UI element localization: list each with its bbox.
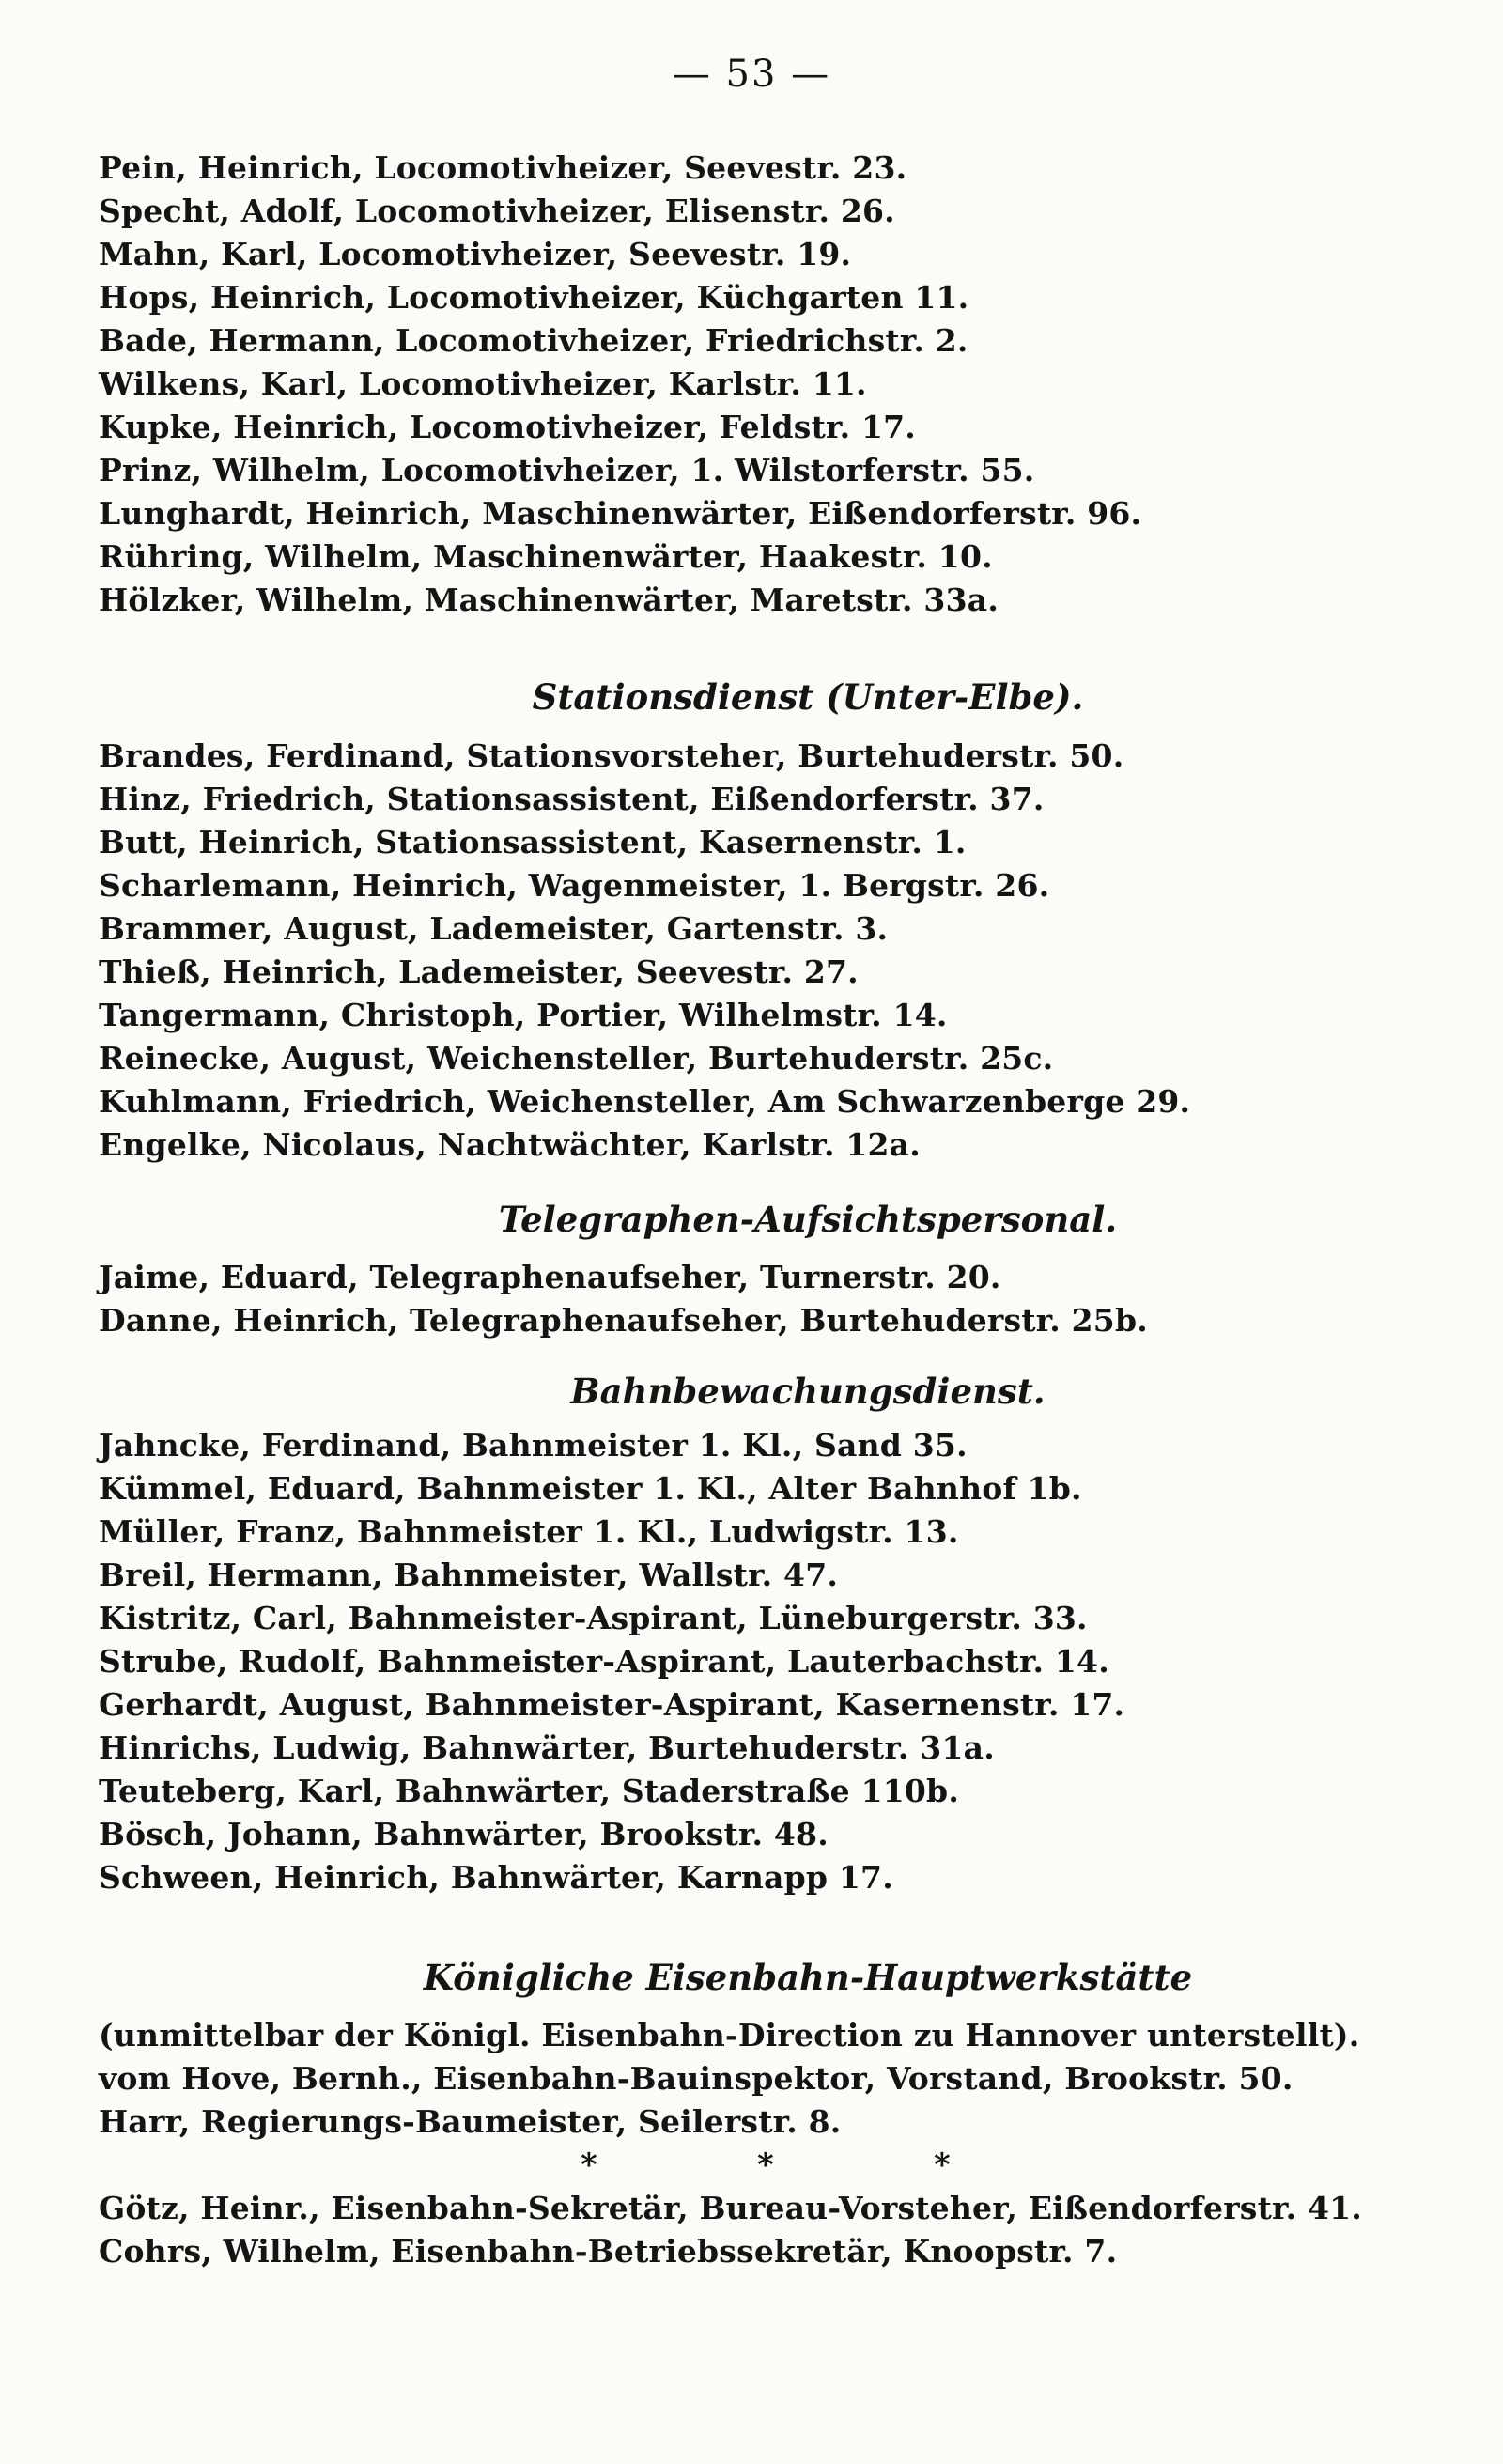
separator-star: * (581, 2146, 597, 2184)
directory-entry: Danne, Heinrich, Telegraphenaufseher, Burtehuderstr. 25b. (99, 1302, 1148, 1339)
directory-entry: Reinecke, August, Weichensteller, Burtehuderstr. 25c. (99, 1040, 1054, 1077)
telegraph-staff-list (99, 1256, 1433, 1342)
directory-entry: Wilkens, Karl, Locomotivheizer, Karlstr. 11. (99, 365, 867, 402)
directory-entry: Mahn, Karl, Locomotivheizer, Seevestr. 19. (99, 236, 852, 272)
separator-star: * (757, 2146, 774, 2184)
heading-main-workshop: Königliche Eisenbahn-Hauptwerkstätte (423, 1957, 1193, 1998)
directory-entry: Teuteberg, Karl, Bahnwärter, Staderstraße 110b. (99, 1773, 960, 1809)
directory-entry: Specht, Adolf, Locomotivheizer, Elisenstr. 26. (99, 193, 895, 229)
directory-entry: Harr, Regierungs-Baumeister, Seilerstr. 8. (99, 2103, 842, 2140)
directory-entry: Müller, Franz, Bahnmeister 1. Kl., Ludwigstr. 13. (99, 1513, 959, 1550)
directory-entry: Prinz, Wilhelm, Locomotivheizer, 1. Wilstorferstr. 55. (99, 452, 1035, 488)
directory-entry: Hinz, Friedrich, Stationsassistent, Eißendorferstr. 37. (99, 781, 1045, 817)
directory-entry: Hinrichs, Ludwig, Bahnwärter, Burtehuderstr. 31a. (99, 1729, 995, 1766)
directory-entry: Schween, Heinrich, Bahnwärter, Karnapp 17. (99, 1859, 893, 1896)
directory-entry: Thieß, Heinrich, Lademeister, Seevestr. 27. (99, 953, 859, 990)
directory-entry: Jahncke, Ferdinand, Bahnmeister 1. Kl., Sand 35. (99, 1427, 968, 1464)
directory-entry: Pein, Heinrich, Locomotivheizer, Seevestr. 23. (99, 149, 907, 186)
directory-entry: (unmittelbar der Königl. Eisenbahn-Direction zu Hannover unterstellt). (99, 2017, 1360, 2053)
directory-entry: Brammer, August, Lademeister, Gartenstr. 3. (99, 910, 889, 947)
directory-entry: Strube, Rudolf, Bahnmeister-Aspirant, Lauterbachstr. 14. (99, 1643, 1109, 1680)
directory-entry: Engelke, Nicolaus, Nachtwächter, Karlstr. 12a. (99, 1126, 921, 1163)
directory-entry: Bösch, Johann, Bahnwärter, Brookstr. 48. (99, 1816, 829, 1852)
locomotive-staff-list (99, 147, 1433, 622)
station-service-list (99, 735, 1433, 1167)
directory-entry: Jaime, Eduard, Telegraphenaufseher, Turnerstr. 20. (99, 1259, 1001, 1295)
directory-entry: Breil, Hermann, Bahnmeister, Wallstr. 47. (99, 1557, 839, 1593)
directory-entry: Kümmel, Eduard, Bahnmeister 1. Kl., Alter Bahnhof 1b. (99, 1470, 1082, 1507)
directory-entry: Lunghardt, Heinrich, Maschinenwärter, Eißendorferstr. 96. (99, 495, 1142, 532)
directory-entry: vom Hove, Bernh., Eisenbahn-Bauinspektor, Vorstand, Brookstr. 50. (99, 2060, 1294, 2097)
main-workshop-list (99, 2014, 1433, 2144)
directory-entry: Rühring, Wilhelm, Maschinenwärter, Haakestr. 10. (99, 538, 993, 575)
directory-entry: Hops, Heinrich, Locomotivheizer, Küchgarten 11. (99, 279, 969, 316)
directory-entry: Kistritz, Carl, Bahnmeister-Aspirant, Lüneburgerstr. 33. (99, 1600, 1088, 1636)
directory-entry: Scharlemann, Heinrich, Wagenmeister, 1. Bergstr. 26. (99, 867, 1050, 904)
directory-entry: Cohrs, Wilhelm, Eisenbahn-Betriebssekretär, Knoopstr. 7. (99, 2233, 1118, 2270)
directory-entry: Butt, Heinrich, Stationsassistent, Kasernenstr. 1. (99, 824, 967, 860)
directory-entry: Hölzker, Wilhelm, Maschinenwärter, Maretstr. 33a. (99, 581, 999, 618)
heading-station-service: Stationsdienst (Unter-Elbe). (532, 676, 1084, 718)
separator-stars (0, 2146, 1503, 2184)
directory-entry: Bade, Hermann, Locomotivheizer, Friedrichstr. 2. (99, 322, 968, 359)
page-number: — 53 — (672, 53, 831, 96)
directory-entry: Kupke, Heinrich, Locomotivheizer, Feldstr. 17. (99, 409, 916, 445)
separator-star: * (934, 2146, 951, 2184)
heading-track-guard-service: Bahnbewachungsdienst. (570, 1371, 1046, 1412)
directory-entry: Gerhardt, August, Bahnmeister-Aspirant, Kasernenstr. 17. (99, 1686, 1125, 1723)
track-guard-service-list (99, 1424, 1433, 1899)
main-workshop-list-continued (99, 2187, 1433, 2273)
directory-entry: Kuhlmann, Friedrich, Weichensteller, Am Schwarzenberge 29. (99, 1083, 1191, 1120)
heading-telegraph-staff: Telegraphen-Aufsichtspersonal. (498, 1199, 1118, 1240)
directory-entry: Brandes, Ferdinand, Stationsvorsteher, Burtehuderstr. 50. (99, 737, 1124, 774)
directory-entry: Tangermann, Christoph, Portier, Wilhelmstr. 14. (99, 997, 948, 1033)
directory-entry: Götz, Heinr., Eisenbahn-Sekretär, Bureau-Vorsteher, Eißendorferstr. 41. (99, 2190, 1362, 2226)
